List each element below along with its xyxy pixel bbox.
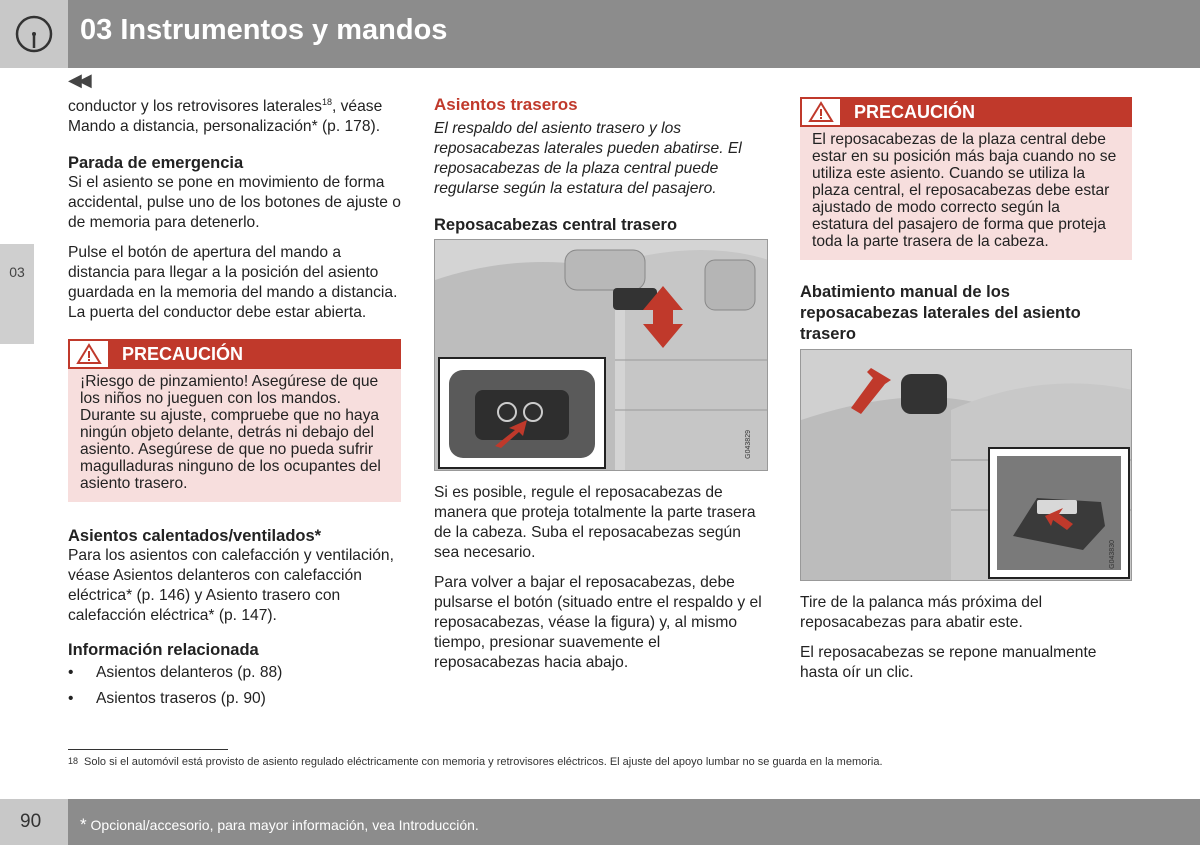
warning-title: PRECAUCIÓN [122,344,244,365]
warning-triangle-icon [68,339,110,369]
page-footer [0,799,1200,845]
side-headrest-para2: El reposacabezas se repone manualmente hasta oír un clic. [800,644,1097,681]
column-2 [434,92,768,683]
side-headrest-illustration [801,350,1132,581]
speedometer-icon [0,0,68,68]
footer-note-text: Opcional/accesorio, para mayor información, vea Introducción. [90,817,479,833]
page-header [0,0,1200,68]
footnote-text: Solo si el automóvil está provisto de asiento regulado eléctricamente con memoria y retrovisores eléctricos. El ajuste del apoyo lumbar no se guarda en la memoria. [84,756,883,768]
heated-heading: Asientos calentados/ventilados* [68,527,322,546]
center-headrest-illustration [435,240,768,471]
intro-paragraph: conductor y los retrovisores laterales$^{18}$, véase Mando a distancia, personalización* (p. 178). [68,97,383,136]
page-number-box [0,799,68,845]
center-headrest-para1: Si es posible, regule el reposacabezas de manera que proteja totalmente la parte trasera de la cabeza. Suba el reposacabezas según sea necesario. [434,484,756,561]
related-heading: Información relacionada [68,641,259,660]
warning-box-pinch [68,339,401,502]
figure-center-headrest [434,239,768,471]
footnote-ref[interactable]: 18 [321,97,332,107]
column-3 [800,97,1132,693]
column-1 [68,92,401,712]
footnote [68,756,883,768]
manual-fold-heading: Abatimiento manual de los reposacabezas laterales del asiento trasero [800,283,1081,343]
emergency-heading: Parada de emergencia [68,154,244,173]
warning-header [68,339,401,369]
section-title: Asientos traseros [434,95,578,114]
asterisk-icon: * [80,815,87,834]
warning-title: PRECAUCIÓN [854,102,976,122]
footnote-divider [68,749,228,750]
chapter-title: 03 Instrumentos y mandos [80,14,448,46]
footer-note [80,815,479,835]
figure-code: G043830 [1109,540,1116,569]
emergency-text: Si el asiento se pone en movimiento de forma accidental, pulse uno de los botones de ajuste o de memoria para detenerlo. [68,174,401,232]
page-number: 90 [20,811,42,832]
warning-header [800,97,1132,127]
center-headrest-heading: Reposacabezas central trasero [434,216,678,234]
figure-code: G043829 [745,430,752,459]
back-nav-icon[interactable]: ◀◀ [68,70,88,90]
figure-side-headrest [800,349,1132,581]
center-headrest-para2: Para volver a bajar el reposacabezas, debe pulsarse el botón (situado entre el respaldo y el reposacabezas, véase la figura) y, al mismo tiempo, presionar suavemente el reposacabezas hacia abajo. [434,574,762,671]
warning-text: ¡Riesgo de pinzamiento! Asegúrese de que los niños no jueguen con los mandos. Durante su ajuste, compruebe que no haya ningún objeto delante, detrás ni debajo del asiento. Asegúrese de que no pueda sufrir magulladuras ninguno de los ocupantes del asiento trasero. [80,373,381,493]
list-item[interactable]: • Asientos traseros (p. 90) [68,690,266,708]
bullet-icon: • [68,664,74,682]
header-icon-box [0,0,68,68]
side-tab-label: 03 [9,264,25,280]
list-item[interactable]: • Asientos delanteros (p. 88) [68,664,283,682]
warning-text: El reposacabezas de la plaza central debe estar en su posición más baja cuando no se utiliza este asiento. Cuando se utiliza la plaza central, el reposacabezas debe estar ajustado de modo correcto según la estatura del pasajero de forma que proteja toda la parte trasera de la cabeza. [812,131,1117,250]
chapter-side-tab[interactable] [0,244,34,344]
warning-box-center-headrest [800,97,1132,260]
bullet-icon: • [68,690,74,708]
warning-triangle-icon [800,97,842,127]
side-headrest-para1: Tire de la palanca más próxima del reposacabezas para abatir este. [800,594,1043,631]
footnote-number: 18 [68,756,79,766]
remote-text: Pulse el botón de apertura del mando a distancia para llegar a la posición del asiento guardada en la memoria del mando a distancia. La puerta del conductor debe estar abierta. [68,244,398,322]
heated-text: Para los asientos con calefacción y ventilación, véase Asientos delanteros con calefacción eléctrica* (p. 146) y Asiento trasero con calefacción eléctrica* (p. 147). [68,547,394,625]
section-intro: El respaldo del asiento trasero y los reposacabezas laterales pueden abatirse. El reposacabezas de la plaza central puede regularse según la estatura del pasajero. [434,120,742,197]
